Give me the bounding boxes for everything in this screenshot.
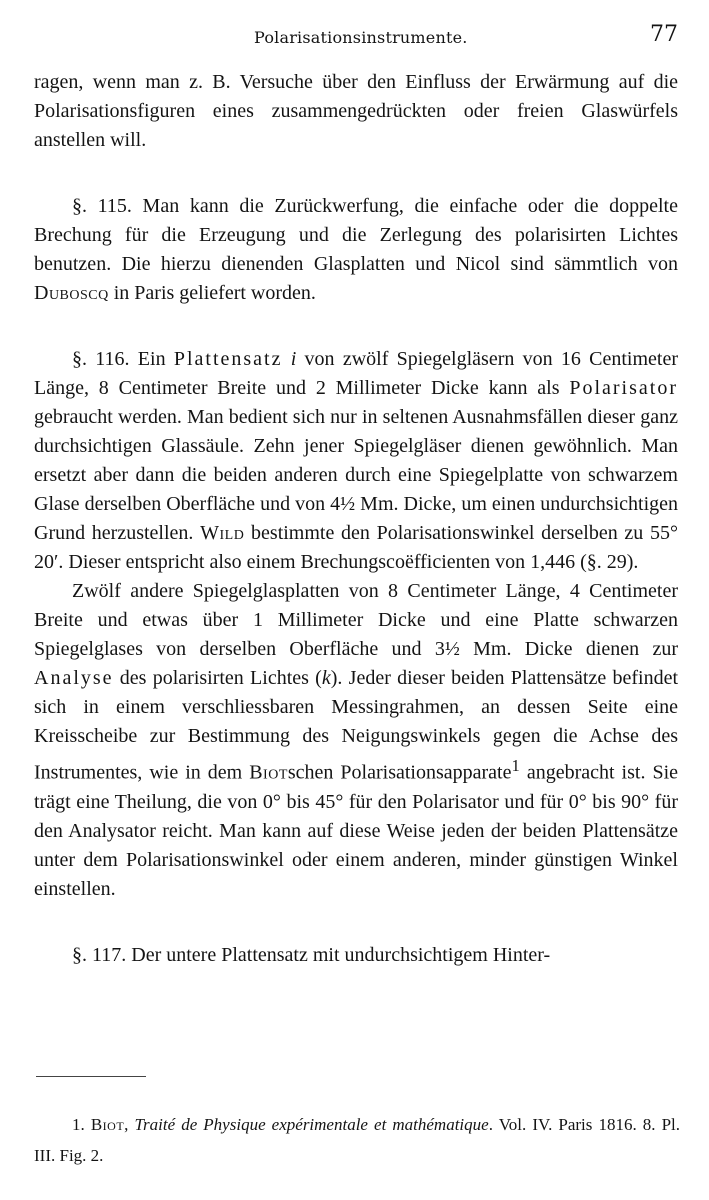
paragraph-text: ragen, wenn man z. B. Versuche über den Einfluss der Erwärmung auf die Polarisationsfiguren eines zusammengedrückten oder freien Glaswürfels anstellen will. (34, 71, 678, 151)
paragraph-section-117 (34, 941, 678, 970)
paragraph-text: in Paris geliefert worden. (108, 282, 316, 304)
section-mark: §. 117. (72, 943, 127, 966)
paragraph-text: schen Polarisationsapparate (287, 761, 512, 784)
footnote-text: , (124, 1115, 135, 1134)
paragraph-text: des polarisirten Lichtes ( (113, 667, 322, 689)
label-k: k (321, 667, 331, 689)
name-wild: Wild (200, 522, 245, 544)
main-text (34, 68, 678, 970)
paragraph-analysator (34, 577, 678, 904)
term-analyse: Analyse (34, 667, 114, 689)
paragraph-section-115 (34, 192, 678, 308)
footnote (34, 1109, 680, 1171)
paragraph-text (282, 348, 290, 370)
section-mark: §. 116. (72, 348, 130, 370)
paragraph-continuation (34, 68, 678, 155)
paragraph-section-116 (34, 345, 678, 577)
page-header (34, 22, 678, 54)
footnote-divider (36, 1076, 146, 1077)
footnote-text: . Vol. IV. Paris 1816. 8. Pl. III. Fig. 2. (34, 1115, 681, 1165)
paragraph-text: bestimmte den Polarisationswinkel derselben zu 55° 20′. Dieser entspricht also einem Brechungscoëfficienten von 1,446 (§. 29). (34, 522, 678, 573)
name-duboscq: Duboscq (34, 282, 109, 304)
label-i: i (290, 348, 297, 370)
paragraph-text: angebracht ist. Sie trägt eine Theilung, die von 0° bis 45° für den Polarisator und für 0° bis 90° für den Analysator reicht. Man kann auf diese Weise jeden der beiden Plattensätze unter dem Polarisationswinkel oder einem anderen, minder günstigen Winkel einstellen. (34, 761, 679, 900)
paragraph-text: von zwölf Spiegelgläsern von 16 Centimeter Länge, 8 Centimeter Breite und 2 Millimeter Dicke kann als (34, 348, 679, 399)
footnote-author: Biot (90, 1115, 125, 1134)
term-plattensatz: Plattensatz (173, 348, 283, 370)
running-head: Polarisationsinstrumente. (254, 28, 468, 47)
paragraph-text: Der untere Plattensatz mit undurchsichtigem Hinter- (126, 943, 551, 966)
footnote-number: 1. (72, 1115, 91, 1134)
paragraph-text: ). Jeder dieser beiden Plattensätze befindet sich in einem verschliessbaren Messingrahmen, an dessen Seite eine Kreisscheibe zur Bestimmung des Neigungswinkels gegen die Achse des Instrumentes, wie in dem (34, 667, 679, 784)
footnote-ref[interactable]: 1 (511, 756, 520, 775)
paragraph-text: gebraucht werden. Man bedient sich nur in seltenen Ausnahmsfällen dieser ganz durchsichtigen Glassäule. Zehn jener Spiegelgläser dienen gewöhnlich. Man ersetzt aber dann die beiden anderen durch eine Spiegelplatte von schwarzem Glase derselben Oberfläche und von 4½ Mm. Dicke, um einen undurchsichtigen Grund herzustellen. (34, 406, 678, 544)
paragraph-text: Zwölf andere Spiegelglasplatten von 8 Centimeter Länge, 4 Centimeter Breite und etwas über 1 Millimeter Dicke und eine Platte schwarzen Spiegelglases von derselben Oberfläche und 3½ Mm. Dicke dienen zur (34, 580, 678, 660)
term-polarisator: Polarisator (569, 377, 678, 399)
page-number: 77 (650, 22, 678, 47)
paragraph-text: Man kann die Zurückwerfung, die einfache oder die doppelte Brechung für die Erzeugung und die Zerlegung des polarisirten Lichtes benutzen. Die hierzu dienenden Glasplatten und Nicol sind sämmtlich von (34, 195, 678, 275)
name-biot: Biot (249, 761, 288, 784)
footnote-title: Traité de Physique expérimentale et mathématique (134, 1115, 489, 1134)
paragraph-text: Ein (129, 348, 174, 370)
section-mark: §. 115. (72, 195, 132, 217)
